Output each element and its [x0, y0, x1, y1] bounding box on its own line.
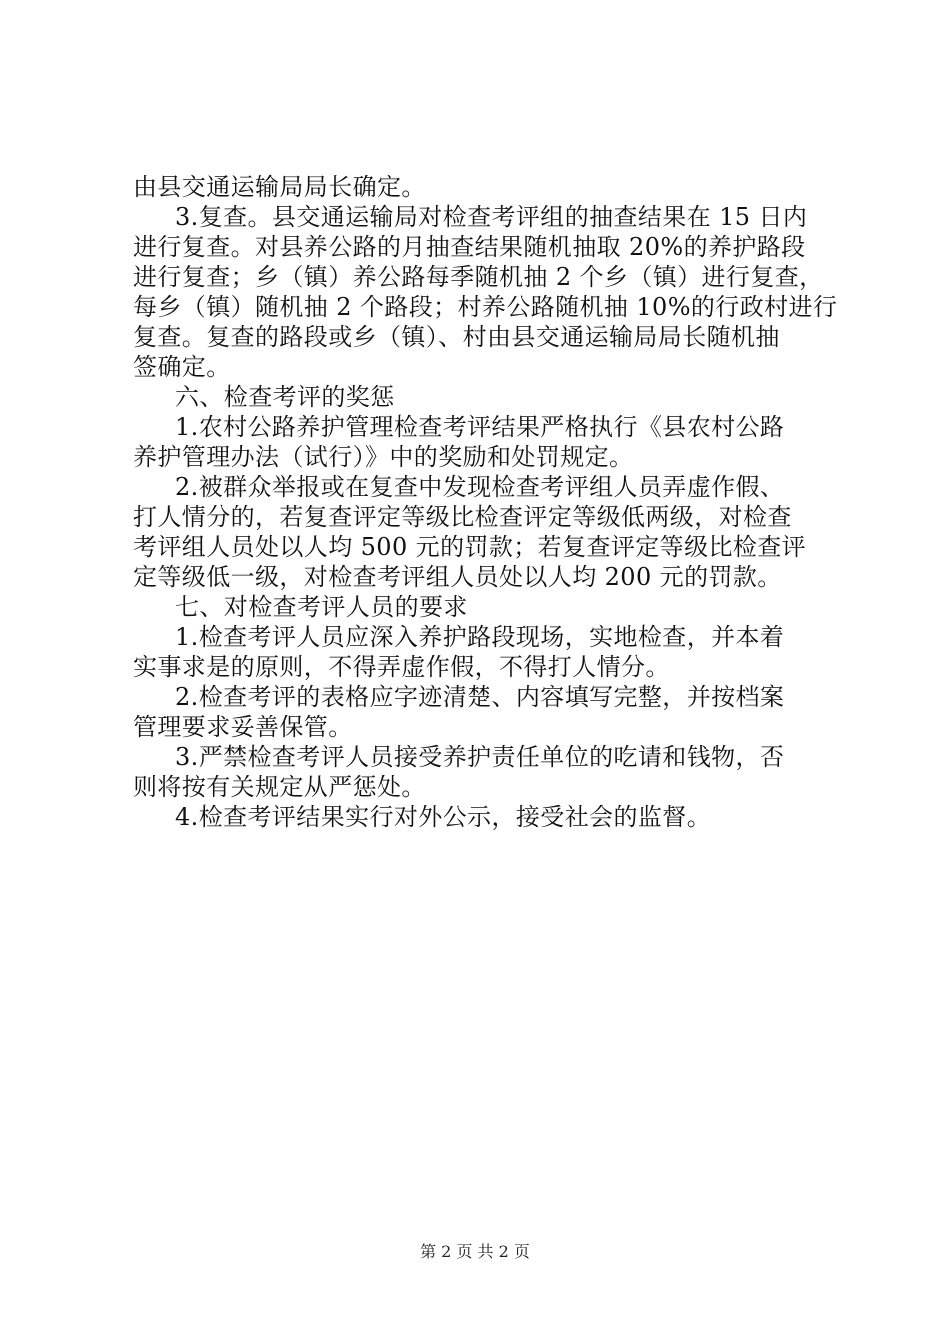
- text-line: 则将按有关规定从严惩处。: [133, 773, 426, 801]
- section-heading: 七、对检查考评人员的要求: [175, 593, 468, 621]
- text-line: 复查。复查的路段或乡（镇）、村由县交通运输局局长随机抽: [133, 323, 780, 351]
- text-line: 每乡（镇）随机抽 2 个路段；村养公路随机抽 10%的行政村进行: [133, 293, 838, 321]
- text-line: 签确定。: [133, 353, 231, 381]
- text-line: 定等级低一级，对检查考评组人员处以人均 200 元的罚款。: [133, 563, 782, 591]
- text-line: 考评组人员处以人均 500 元的罚款；若复查评定等级比检查评: [133, 533, 807, 561]
- section-heading: 六、检查考评的奖惩: [175, 383, 395, 411]
- text-line: 3.复查。县交通运输局对检查考评组的抽查结果在 15 日内: [175, 203, 808, 231]
- text-line: 进行复查；乡（镇）养公路每季随机抽 2 个乡（镇）进行复查，: [133, 263, 824, 291]
- document-body: [133, 172, 838, 832]
- text-line: 3.严禁检查考评人员接受养护责任单位的吃请和钱物，否: [175, 743, 785, 771]
- text-line: 由县交通运输局局长确定。: [133, 173, 426, 201]
- text-line: 打人情分的，若复查评定等级比检查评定等级低两级，对检查: [133, 503, 792, 531]
- text-line: 2.被群众举报或在复查中发现检查考评组人员弄虚作假、: [175, 473, 785, 501]
- text-line: 1.农村公路养护管理检查考评结果严格执行《县农村公路: [175, 413, 785, 441]
- text-line: 养护管理办法（试行）》中的奖励和处罚规定。: [133, 443, 634, 471]
- page-number-footer: 第 2 页 共 2 页: [420, 1242, 530, 1261]
- text-line: 1.检查考评人员应深入养护路段现场，实地检查，并本着: [175, 623, 785, 651]
- text-line: 实事求是的原则，不得弄虚作假，不得打人情分。: [133, 653, 670, 681]
- text-line: 2.检查考评的表格应字迹清楚、内容填写完整，并按档案: [175, 683, 785, 711]
- text-line: 进行复查。对县养公路的月抽查结果随机抽取 20%的养护路段: [133, 233, 806, 261]
- text-line: 管理要求妥善保管。: [133, 713, 353, 741]
- text-line: 4.检查考评结果实行对外公示，接受社会的监督。: [175, 803, 712, 831]
